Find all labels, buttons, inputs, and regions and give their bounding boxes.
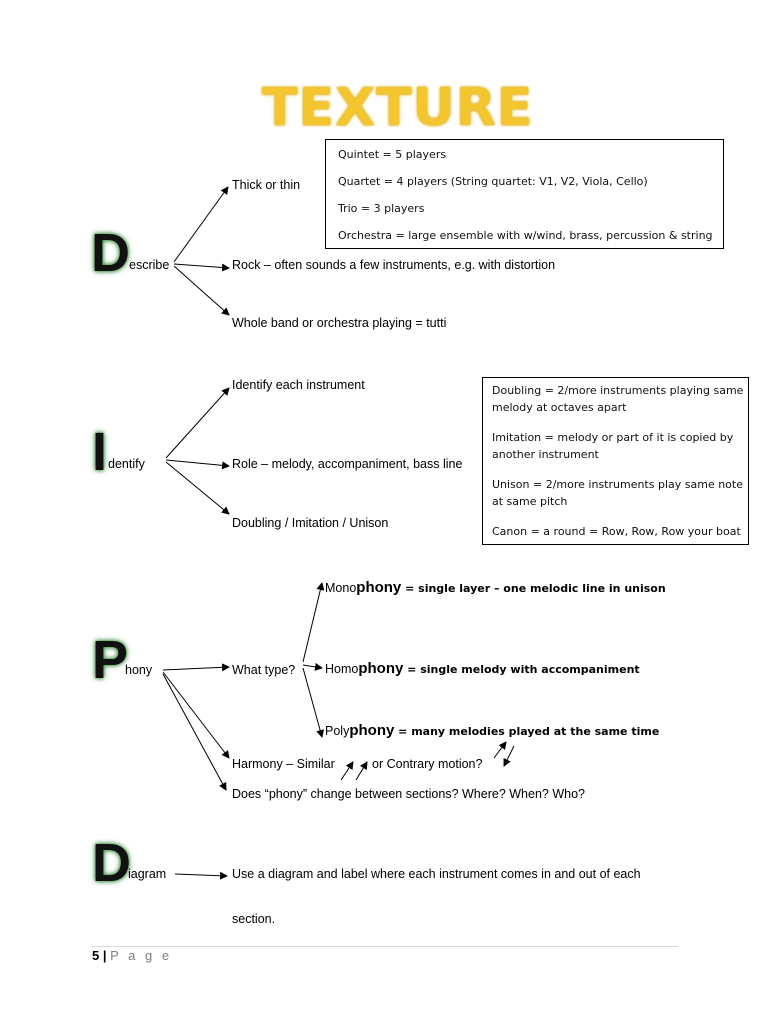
footer-rule xyxy=(92,946,678,947)
monophony-line xyxy=(325,579,666,596)
motion-arrow-3 xyxy=(494,742,506,758)
diagram-instruction-line1: Use a diagram and label where each instrument comes in and out of each xyxy=(232,867,641,881)
describe-initial: D xyxy=(91,223,130,283)
box-line-canon: Canon = a round = Row, Row, Row your boat xyxy=(492,525,741,538)
describe-arrow-3 xyxy=(174,266,229,315)
what-type-label: What type? xyxy=(232,663,296,677)
polyphony-prefix: Poly xyxy=(325,724,350,738)
polyphony-phony: phony xyxy=(349,722,395,739)
page-footer xyxy=(92,948,172,963)
polyphony-line xyxy=(325,722,659,739)
box-line-doubling: Doubling = 2/more instruments playing same melody at octaves apart xyxy=(492,384,744,414)
page-title: TEXTURE xyxy=(262,78,534,138)
phony-initial: P xyxy=(92,630,129,690)
identify-initial: I xyxy=(92,422,108,482)
page-word: P a g e xyxy=(110,948,173,963)
box-line-quintet: Quintet = 5 players xyxy=(338,148,447,161)
box-line-quartet: Quartet = 4 players (String quartet: V1, V2, Viola, Cello) xyxy=(338,175,648,188)
describe-label: escribe xyxy=(129,258,170,272)
identify-label: dentify xyxy=(108,457,145,471)
motion-arrow-2 xyxy=(356,762,367,780)
page-separator: | xyxy=(99,948,111,963)
phony-arrow-harmony xyxy=(163,672,229,758)
box-line-unison: Unison = 2/more instruments play same note at same pitch xyxy=(492,478,743,508)
homophony-phony: phony xyxy=(358,660,404,677)
phony-label: hony xyxy=(125,663,153,677)
monophony-prefix: Mono xyxy=(325,581,357,595)
type-arrow-poly xyxy=(303,668,322,737)
monophony-desc: = single layer – one melodic line in unison xyxy=(401,582,666,595)
describe-item-rock: Rock – often sounds a few instruments, e.g. with distortion xyxy=(232,258,556,272)
motion-arrow-4 xyxy=(504,746,514,766)
describe-item-tutti: Whole band or orchestra playing = tutti xyxy=(232,316,447,330)
page-number: 5 xyxy=(92,948,100,963)
homophony-line xyxy=(325,660,640,677)
polyphony-desc: = many melodies played at the same time xyxy=(394,725,660,738)
ensemble-size-box xyxy=(325,139,724,249)
identify-item-doubling: Doubling / Imitation / Unison xyxy=(232,516,389,530)
identify-arrow-2 xyxy=(166,460,229,466)
phony-change-question: Does “phony” change between sections? Where? When? Who? xyxy=(232,787,585,801)
identify-item-instrument: Identify each instrument xyxy=(232,378,365,392)
box-line-orchestra: Orchestra = large ensemble with w/wind, brass, percussion & string xyxy=(338,229,713,242)
phony-arrow-what-type xyxy=(163,667,229,670)
diagram-label: iagram xyxy=(128,867,167,881)
type-arrow-mono xyxy=(303,583,322,662)
identify-arrow-1 xyxy=(166,388,229,458)
texture-terms-box xyxy=(482,377,749,545)
diagram-arrow xyxy=(175,874,227,876)
contrary-motion-label: or Contrary motion? xyxy=(372,757,483,771)
diagram-initial: D xyxy=(92,833,131,893)
monophony-phony: phony xyxy=(356,579,402,596)
describe-arrow-2 xyxy=(174,264,229,268)
box-line-imitation: Imitation = melody or part of it is copied by another instrument xyxy=(492,431,734,461)
harmony-similar-label: Harmony – Similar xyxy=(232,757,335,771)
type-arrow-homo xyxy=(303,665,322,668)
homophony-prefix: Homo xyxy=(325,662,359,676)
homophony-desc: = single melody with accompaniment xyxy=(403,663,640,676)
identify-arrow-3 xyxy=(166,462,229,514)
diagram-instruction-line2: section. xyxy=(232,912,276,926)
describe-arrow-1 xyxy=(174,187,228,262)
describe-item-thick-thin: Thick or thin xyxy=(232,178,301,192)
phony-arrow-change xyxy=(163,674,226,790)
identify-item-role: Role – melody, accompaniment, bass line xyxy=(232,457,463,471)
motion-arrow-1 xyxy=(341,762,353,780)
box-line-trio: Trio = 3 players xyxy=(338,202,425,215)
